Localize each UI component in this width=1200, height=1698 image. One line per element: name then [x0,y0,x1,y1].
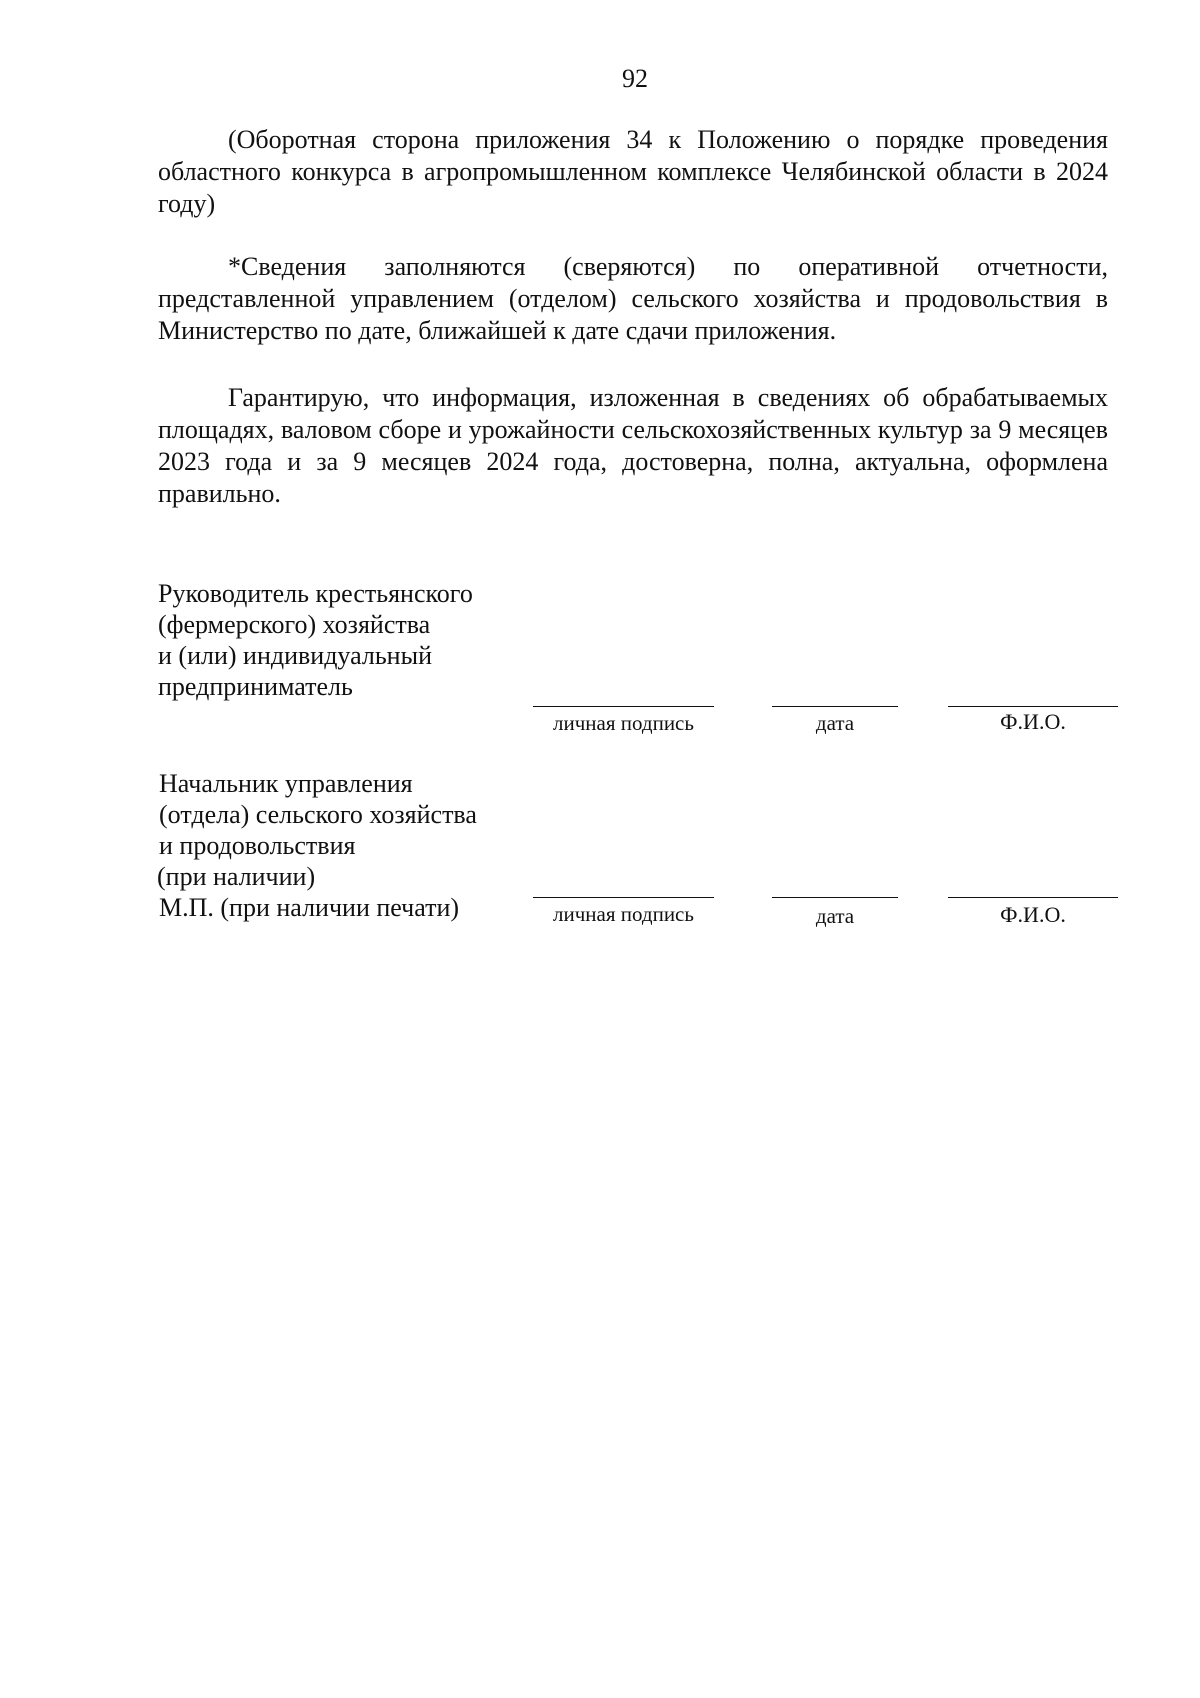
department-head-label [159,768,477,923]
date-caption: дата [815,904,855,928]
date-caption: дата [815,711,855,735]
label-line: (при наличии) [157,862,316,891]
signature-line[interactable] [533,897,714,898]
date-line[interactable] [772,706,898,707]
name-line[interactable] [948,706,1118,707]
footnote-paragraph: *Сведения заполняются (сверяются) по оперативной отчетности, представленной управлением (отделом) сельского хозяйства и продовольствия в Министерство по дате, ближайшей к дате сдачи приложения. [158,252,1108,345]
page-number: 92 [622,64,648,93]
label-line: (отдела) сельского хозяйства [159,800,477,829]
label-line: (фермерского) хозяйства [158,610,431,639]
label-line: и продовольствия [159,831,356,860]
signature-line[interactable] [533,706,714,707]
appendix-note: (Оборотная сторона приложения 34 к Положению о порядке проведения областного конкурса в агропромышленном комплексе Челябинской области в 2024 году) [158,125,1108,218]
name-caption: Ф.И.О. [1000,902,1066,927]
label-line: предприниматель [158,672,353,701]
guarantee-paragraph: Гарантирую, что информация, изложенная в сведениях об обрабатываемых площадях, валовом сборе и урожайности сельскохозяйственных культур за 9 месяцев 2023 года и за 9 месяцев 2024 года, достоверна, полна, актуальна, оформлена правильно. [158,383,1108,508]
label-line: Руководитель крестьянского [158,579,473,608]
farm-head-label [158,578,473,702]
name-line[interactable] [948,897,1118,898]
label-line: М.П. (при наличии печати) [159,893,460,922]
label-line: и (или) индивидуальный [158,641,432,670]
date-line[interactable] [772,897,898,898]
signature-caption: личная подпись [553,711,694,735]
signature-caption: личная подпись [553,902,694,926]
label-line: Начальник управления [159,769,413,798]
name-caption: Ф.И.О. [1000,709,1066,734]
